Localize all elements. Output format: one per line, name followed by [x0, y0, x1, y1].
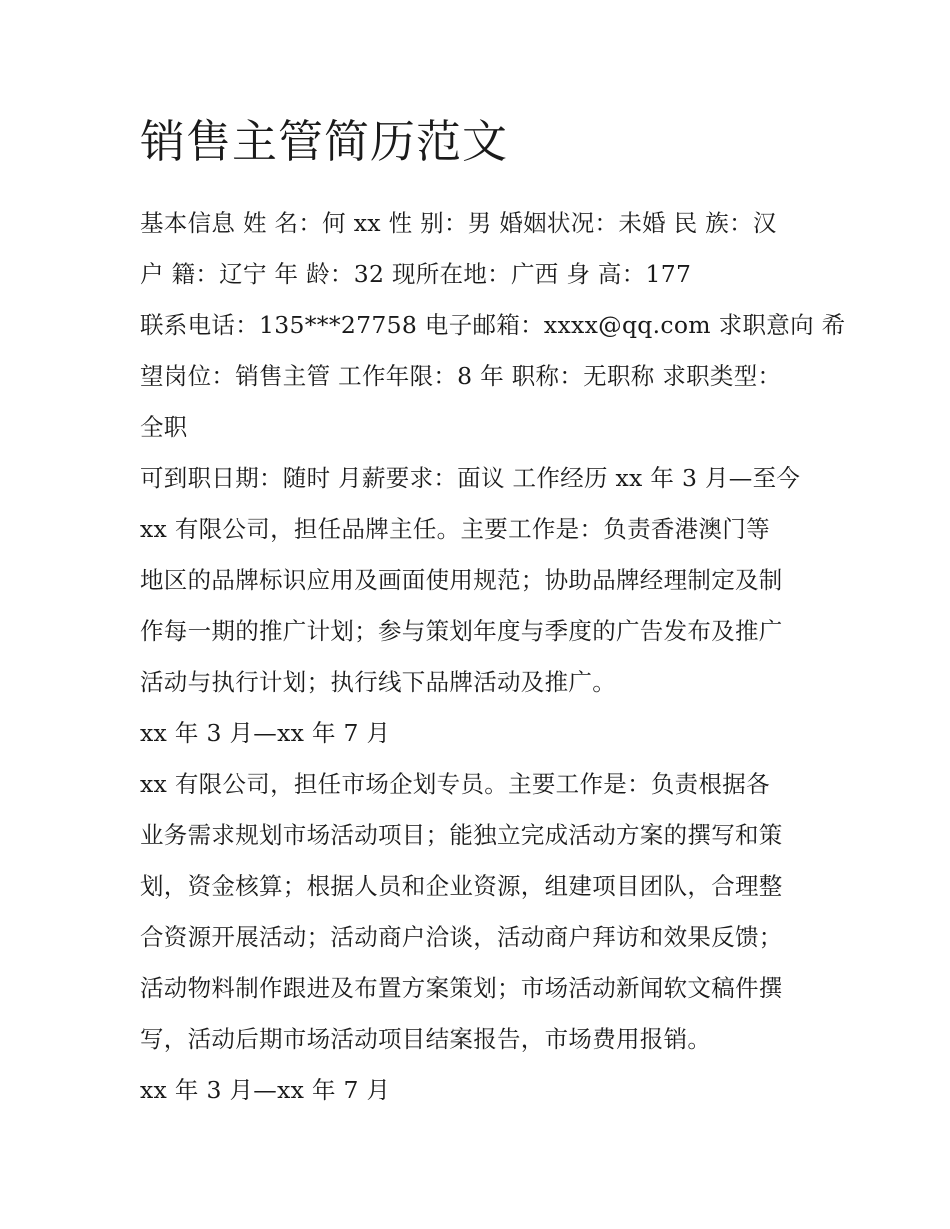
body-line-job2-duty: 合资源开展活动；活动商户洽谈，活动商户拜访和效果反馈； [140, 923, 783, 951]
resume-body [140, 198, 846, 1116]
body-line-contact: 联系电话：135***27758 电子邮箱：xxxx@qq.com 求职意向 希 [140, 311, 846, 339]
body-line-job2-duty: 业务需求规划市场活动项目；能独立完成活动方案的撰写和策 [140, 821, 783, 849]
body-line-availability: 可到职日期：随时 月薪要求：面议 工作经历 xx 年 3 月—至今 [140, 464, 801, 492]
body-line-job1-duty: 作每一期的推广计划；参与策划年度与季度的广告发布及推广 [140, 617, 783, 645]
body-line-job2-duty: 写，活动后期市场活动项目结案报告，市场费用报销。 [140, 1025, 712, 1053]
body-line-job2-duty: 划，资金核算；根据人员和企业资源，组建项目团队，合理整 [140, 872, 783, 900]
body-line-job2-duty: 活动物料制作跟进及布置方案策划；市场活动新闻软文稿件撰 [140, 974, 783, 1002]
body-line-basic-info: 基本信息 姓 名：何 xx 性 别：男 婚姻状况：未婚 民 族：汉 [140, 209, 777, 237]
body-line-job-type: 全职 [140, 413, 188, 441]
body-line-desired-position: 望岗位：销售主管 工作年限：8 年 职称：无职称 求职类型： [140, 362, 782, 390]
body-line-household: 户 籍：辽宁 年 龄：32 现所在地：广西 身 高：177 [140, 260, 692, 288]
body-line-job2-period: xx 年 3 月—xx 年 7 月 [140, 719, 391, 747]
body-line-job3-period: xx 年 3 月—xx 年 7 月 [140, 1076, 391, 1104]
body-line-job1-duty: 地区的品牌标识应用及画面使用规范；协助品牌经理制定及制 [140, 566, 783, 594]
body-line-job1-duty: 活动与执行计划；执行线下品牌活动及推广。 [140, 668, 616, 696]
body-line-job1-company: xx 有限公司，担任品牌主任。主要工作是：负责香港澳门等 [140, 515, 770, 543]
body-line-job2-company: xx 有限公司，担任市场企划专员。主要工作是：负责根据各 [140, 770, 770, 798]
document-title: 销售主管简历范文 [140, 115, 509, 168]
